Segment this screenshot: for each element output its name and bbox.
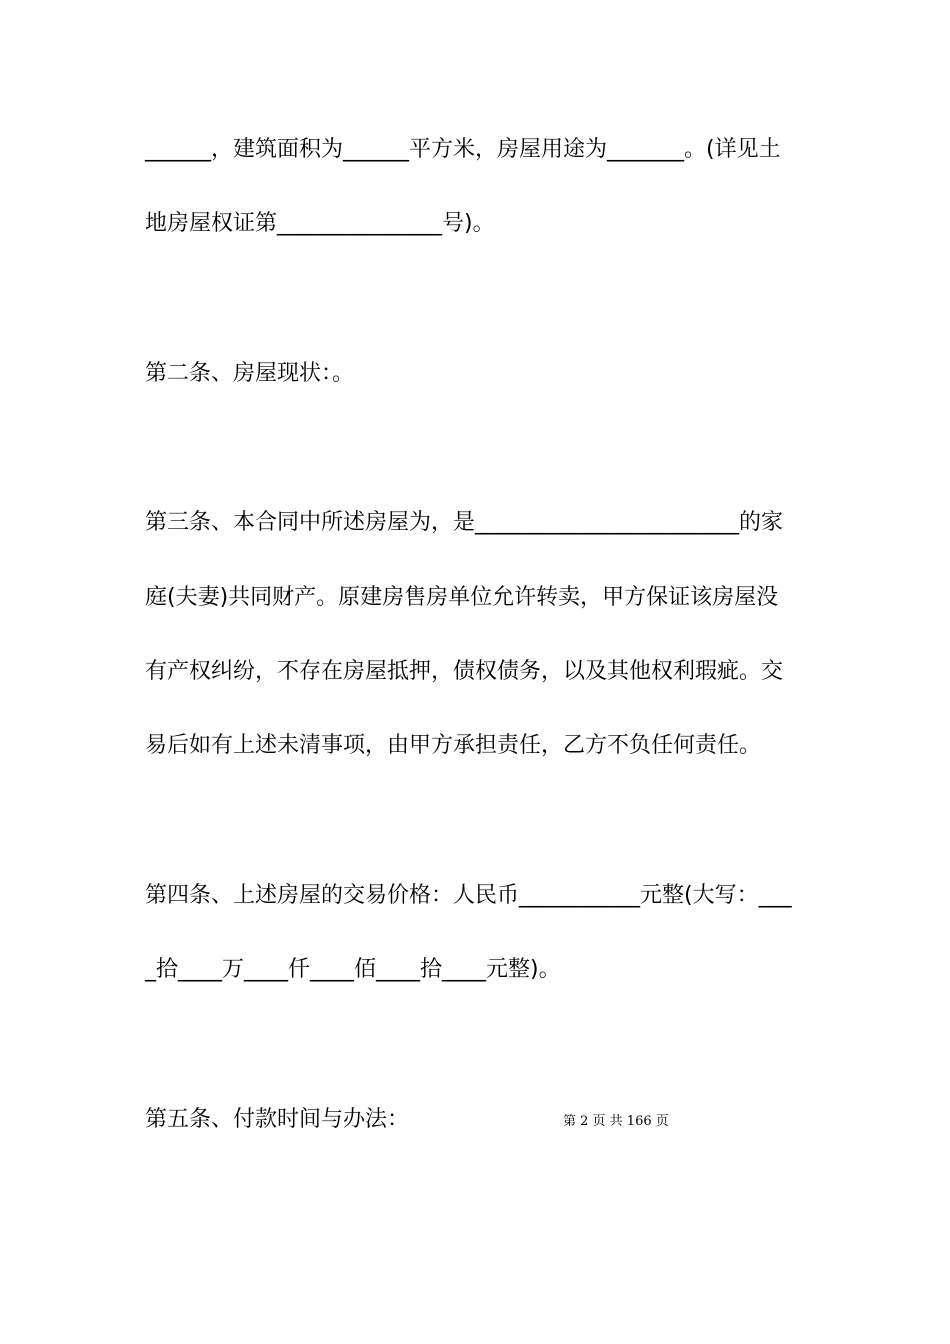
clause-5-heading: 第五条、付款时间与办法：: [145, 1107, 410, 1132]
clause-4-line-2: _拾____万____仟____佰____拾____元整)。: [145, 957, 561, 982]
clause-2-heading: 第二条、房屋现状：。: [145, 361, 355, 386]
clause-3-line-2: 庭(夫妻)共同财产。原建房售房单位允许转卖，甲方保证该房屋没: [145, 585, 779, 610]
clause-3-line-3: 有产权纠纷，不存在房屋抵押，债权债务，以及其他权利瑕疵。交: [145, 659, 784, 684]
clause-3-line-1: 第三条、本合同中所述房屋为，是________________________的家: [145, 510, 784, 535]
clause-4-line-1: 第四条、上述房屋的交易价格：人民币___________元整(大写：___: [145, 883, 792, 908]
clause-line-1: ______，建筑面积为______平方米，房屋用途为_______。(详见土: [145, 137, 781, 162]
page-number: 第 2 页 共 166 页: [563, 1114, 669, 1129]
clause-line-2: 地房屋权证第_______________号)。: [145, 211, 495, 236]
clause-3-line-4: 易后如有上述未清事项，由甲方承担责任，乙方不负任何责任。: [145, 733, 762, 758]
